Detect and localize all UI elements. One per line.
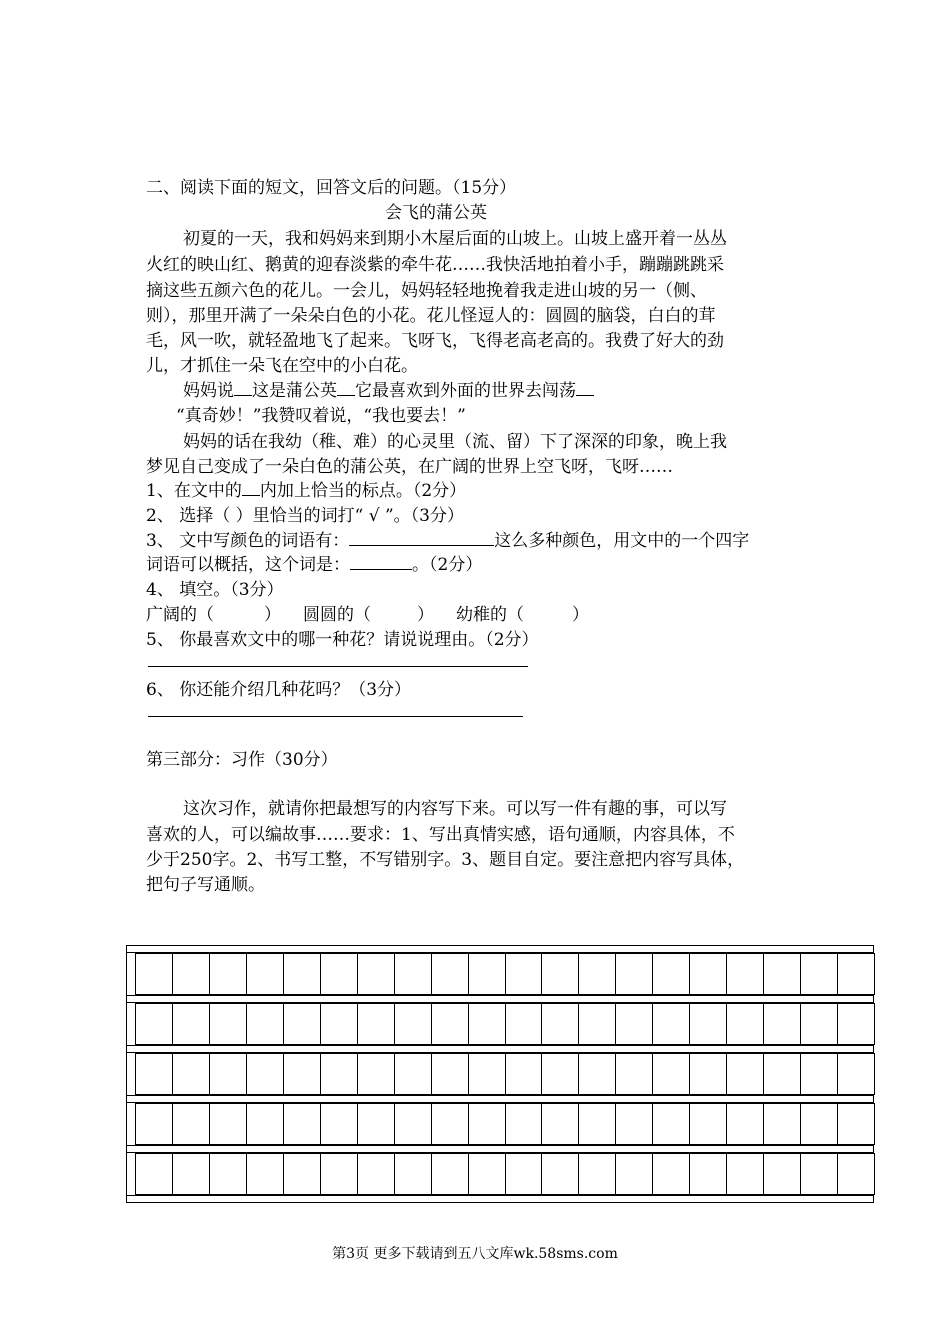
grid-cell[interactable] — [579, 1054, 616, 1094]
grid-cell[interactable] — [136, 954, 173, 994]
q1-blank[interactable] — [242, 479, 260, 496]
punctuation-blank[interactable] — [576, 379, 594, 396]
grid-cell[interactable] — [727, 954, 764, 994]
grid-band — [126, 1195, 874, 1203]
grid-cell[interactable] — [247, 1154, 284, 1194]
grid-cell[interactable] — [727, 1054, 764, 1094]
section-heading: 二、阅读下面的短文，回答文后的问题。（15分） — [146, 178, 517, 198]
grid-cell[interactable] — [690, 1004, 727, 1044]
passage-title: 会飞的蒲公英 — [385, 203, 487, 223]
grid-cell[interactable] — [542, 1004, 579, 1044]
text-fragment: 词语可以概括，这个词是： — [146, 555, 350, 575]
grid-cell[interactable] — [210, 1154, 247, 1194]
grid-cell[interactable] — [542, 1054, 579, 1094]
grid-cell[interactable] — [173, 1054, 210, 1094]
text-fragment: 广阔的（ — [146, 605, 214, 625]
grid-row — [135, 1103, 875, 1145]
text-fragment: 这是蒲公英 — [252, 381, 337, 401]
four-char-word-blank[interactable] — [350, 553, 412, 570]
question-1 — [146, 479, 466, 503]
grid-cell[interactable] — [727, 1104, 764, 1144]
passage-line: 火红的映山红、鹅黄的迎春淡紫的牵牛花……我快活地拍着小手，蹦蹦跳跳采 — [146, 255, 724, 275]
grid-cell[interactable] — [506, 1054, 543, 1094]
grid-cell[interactable] — [432, 954, 469, 994]
text-fragment: ） — [264, 605, 281, 625]
passage-line: 摘这些五颜六色的花儿。一会儿，妈妈轻轻地挽着我走进山坡的另一（侧、 — [146, 281, 707, 301]
grid-cell[interactable] — [210, 1054, 247, 1094]
grid-left-edge — [126, 945, 135, 1203]
grid-cell[interactable] — [358, 1104, 395, 1144]
grid-cell[interactable] — [838, 1004, 874, 1044]
question-6: 6、 你还能介绍几种花吗？（3分） — [146, 680, 412, 700]
grid-cell[interactable] — [801, 954, 838, 994]
grid-band — [126, 945, 874, 953]
grid-cell[interactable] — [173, 1004, 210, 1044]
question-4: 4、 填空。（3分） — [146, 580, 284, 600]
grid-cell[interactable] — [579, 1104, 616, 1144]
grid-cell[interactable] — [616, 1154, 653, 1194]
question-5: 5、 你最喜欢文中的哪一种花？请说说理由。（2分） — [146, 630, 539, 650]
grid-cell[interactable] — [616, 954, 653, 994]
grid-cell[interactable] — [395, 1004, 432, 1044]
grid-cell[interactable] — [210, 954, 247, 994]
text-fragment: 这么多种颜色，用文中的一个四字 — [494, 531, 750, 551]
grid-cell[interactable] — [321, 1154, 358, 1194]
grid-band — [126, 1045, 874, 1053]
text-fragment: ） — [417, 605, 434, 625]
grid-cell[interactable] — [542, 954, 579, 994]
grid-cell[interactable] — [358, 1054, 395, 1094]
grid-cell[interactable] — [321, 954, 358, 994]
grid-band — [126, 995, 874, 1003]
grid-cell[interactable] — [432, 1004, 469, 1044]
question-3b — [146, 553, 482, 577]
grid-cell[interactable] — [284, 1004, 321, 1044]
color-words-blank[interactable] — [349, 529, 494, 546]
grid-cell[interactable] — [616, 1004, 653, 1044]
grid-cell[interactable] — [321, 1054, 358, 1094]
text-fragment: 圆圆的（ — [303, 605, 371, 625]
grid-cell[interactable] — [432, 1054, 469, 1094]
grid-cell[interactable] — [358, 1154, 395, 1194]
grid-cell[interactable] — [284, 1104, 321, 1144]
grid-cell[interactable] — [210, 1104, 247, 1144]
grid-cell[interactable] — [579, 1154, 616, 1194]
grid-cell[interactable] — [579, 1004, 616, 1044]
text-fragment: 它最喜欢到外面的世界去闯荡 — [355, 381, 576, 401]
mom-says-line — [183, 379, 594, 403]
grid-cell[interactable] — [321, 1004, 358, 1044]
grid-cell[interactable] — [395, 954, 432, 994]
grid-cell[interactable] — [247, 1054, 284, 1094]
grid-cell[interactable] — [432, 1154, 469, 1194]
grid-cell[interactable] — [173, 1104, 210, 1144]
essay-instruction-line: 这次习作，就请你把最想写的内容写下来。可以写一件有趣的事，可以写 — [183, 799, 727, 819]
grid-cell[interactable] — [542, 1104, 579, 1144]
grid-band — [126, 1095, 874, 1103]
text-fragment: 1、在文中的 — [146, 481, 242, 501]
answer-line-q5[interactable] — [148, 666, 528, 667]
grid-cell[interactable] — [690, 1104, 727, 1144]
grid-cell[interactable] — [838, 1104, 874, 1144]
grid-cell[interactable] — [506, 954, 543, 994]
grid-cell[interactable] — [284, 1154, 321, 1194]
grid-cell[interactable] — [284, 954, 321, 994]
grid-cell[interactable] — [801, 1104, 838, 1144]
grid-cell[interactable] — [469, 1004, 506, 1044]
grid-cell[interactable] — [801, 1054, 838, 1094]
grid-cell[interactable] — [469, 1154, 506, 1194]
grid-row — [135, 1003, 875, 1045]
passage-line: 毛，风一吹，就轻盈地飞了起来。飞呀飞，飞得老高老高的。我费了好大的劲 — [146, 331, 724, 351]
text-fragment: 内加上恰当的标点。（2分） — [259, 481, 467, 501]
grid-row — [135, 953, 875, 995]
grid-cell[interactable] — [764, 1104, 801, 1144]
grid-cell[interactable] — [838, 954, 874, 994]
grid-cell[interactable] — [136, 1004, 173, 1044]
grid-cell[interactable] — [432, 1104, 469, 1144]
text-fragment: 幼稚的（ — [456, 605, 524, 625]
text-fragment: 妈妈说 — [183, 381, 234, 401]
section-heading: 第三部分：习作（30分） — [146, 750, 338, 770]
grid-cell[interactable] — [469, 954, 506, 994]
grid-cell[interactable] — [653, 1104, 690, 1144]
grid-cell[interactable] — [838, 1054, 874, 1094]
grid-cell[interactable] — [542, 1154, 579, 1194]
grid-cell[interactable] — [395, 1104, 432, 1144]
grid-cell[interactable] — [247, 1104, 284, 1144]
grid-cell[interactable] — [801, 1004, 838, 1044]
essay-instruction-line: 少于250字。2、书写工整，不写错别字。3、题目自定。要注意把内容写具体， — [146, 850, 745, 870]
grid-cell[interactable] — [579, 954, 616, 994]
punctuation-blank[interactable] — [234, 379, 252, 396]
grid-cell[interactable] — [764, 1054, 801, 1094]
grid-cell[interactable] — [321, 1104, 358, 1144]
grid-cell[interactable] — [395, 1154, 432, 1194]
grid-cell[interactable] — [173, 1154, 210, 1194]
grid-cell[interactable] — [173, 954, 210, 994]
grid-cell[interactable] — [727, 1154, 764, 1194]
grid-cell[interactable] — [469, 1104, 506, 1144]
page-footer: 第3页 更多下载请到五八文库wk.58sms.com — [332, 1246, 618, 1262]
grid-cell[interactable] — [616, 1104, 653, 1144]
question-3a — [146, 529, 749, 553]
grid-band — [126, 1145, 874, 1153]
essay-instruction-line: 喜欢的人，可以编故事……要求：1、写出真情实感，语句通顺，内容具体，不 — [146, 825, 735, 845]
exclaim-line: “真奇妙！”我赞叹着说，“我也要去！” — [176, 406, 466, 426]
grid-cell[interactable] — [653, 954, 690, 994]
grid-cell[interactable] — [801, 1154, 838, 1194]
grid-cell[interactable] — [727, 1004, 764, 1044]
grid-cell[interactable] — [690, 1154, 727, 1194]
grid-cell[interactable] — [838, 1154, 874, 1194]
grid-cell[interactable] — [247, 954, 284, 994]
grid-cell[interactable] — [616, 1054, 653, 1094]
grid-cell[interactable] — [653, 1054, 690, 1094]
answer-line-q6[interactable] — [148, 716, 523, 717]
grid-cell[interactable] — [506, 1154, 543, 1194]
grid-cell[interactable] — [247, 1004, 284, 1044]
grid-cell[interactable] — [210, 1004, 247, 1044]
passage-line: 梦见自己变成了一朵白色的蒲公英，在广阔的世界上空飞呀，飞呀…… — [146, 457, 673, 477]
passage-line: 妈妈的话在我幼（稚、难）的心灵里（流、留）下了深深的印象，晚上我 — [183, 432, 727, 452]
text-fragment: 3、 文中写颜色的词语有： — [146, 531, 350, 551]
question-2: 2、 选择（ ）里恰当的词打“ √ ”。（3分） — [146, 506, 464, 526]
grid-cell[interactable] — [690, 1054, 727, 1094]
grid-cell[interactable] — [653, 1004, 690, 1044]
grid-cell[interactable] — [764, 1004, 801, 1044]
grid-cell[interactable] — [395, 1054, 432, 1094]
passage-line: 儿，才抓住一朵飞在空中的小白花。 — [146, 356, 418, 376]
grid-row — [135, 1053, 875, 1095]
passage-line: 则），那里开满了一朵朵白色的小花。花儿怪逗人的：圆圆的脑袋，白白的茸 — [146, 306, 716, 326]
grid-cell[interactable] — [764, 954, 801, 994]
grid-cell[interactable] — [506, 1104, 543, 1144]
text-fragment: 。（2分） — [412, 555, 483, 575]
grid-cell[interactable] — [358, 1004, 395, 1044]
grid-cell[interactable] — [358, 954, 395, 994]
grid-cell[interactable] — [136, 1054, 173, 1094]
grid-cell[interactable] — [136, 1104, 173, 1144]
passage-line: 初夏的一天，我和妈妈来到期小木屋后面的山坡上。山坡上盛开着一丛丛 — [183, 229, 727, 249]
grid-cell[interactable] — [136, 1154, 173, 1194]
question-4-fill — [146, 603, 589, 627]
grid-cell[interactable] — [764, 1154, 801, 1194]
grid-cell[interactable] — [284, 1054, 321, 1094]
essay-instruction-line: 把句子写通顺。 — [146, 875, 265, 895]
grid-cell[interactable] — [653, 1154, 690, 1194]
punctuation-blank[interactable] — [337, 379, 355, 396]
grid-row — [135, 1153, 875, 1195]
text-fragment: ） — [572, 605, 589, 625]
grid-cell[interactable] — [469, 1054, 506, 1094]
grid-cell[interactable] — [690, 954, 727, 994]
grid-cell[interactable] — [506, 1004, 543, 1044]
